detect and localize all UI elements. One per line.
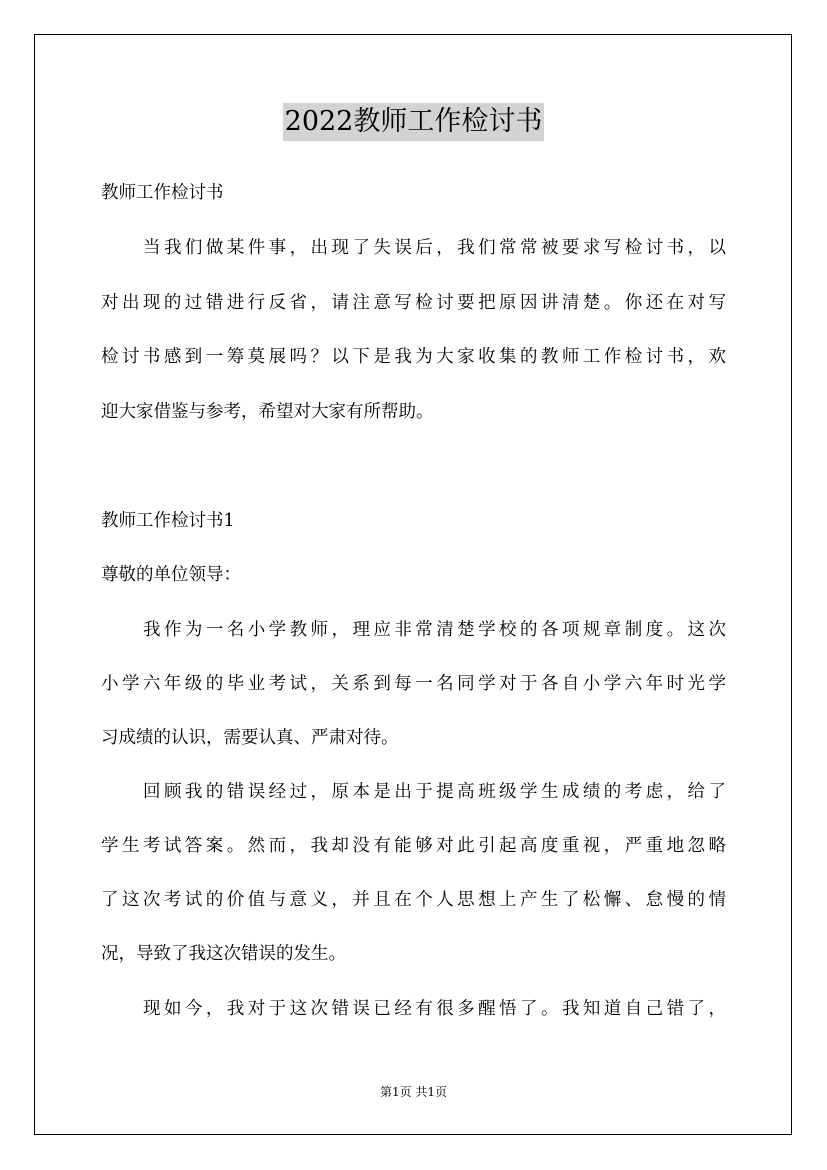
salutation: 尊敬的单位领导： — [101, 565, 241, 585]
intro-line-1: 当我们做某件事，出现了失误后，我们常常被要求写检讨书，以 — [143, 238, 726, 258]
document-subtitle: 教师工作检讨书 — [101, 183, 224, 203]
para2-line-1: 回顾我的错误经过，原本是出于提高班级学生成绩的考虑，给了 — [143, 782, 726, 802]
para3-line-1: 现如今，我对于这次错误已经有很多醒悟了。我知道自己错了， — [143, 999, 726, 1019]
para1-line-3: 习成绩的认识，需要认真、严肃对待。 — [101, 728, 399, 748]
intro-line-3: 检讨书感到一筹莫展吗？以下是我为大家收集的教师工作检讨书，欢 — [101, 347, 726, 367]
section-heading: 教师工作检讨书1 — [101, 511, 235, 531]
document-title: 2022教师工作检讨书 — [283, 103, 545, 141]
title-container — [0, 103, 827, 141]
para1-line-2: 小学六年级的毕业考试，关系到每一名同学对于各自小学六年时光学 — [101, 674, 726, 694]
para2-line-4: 况，导致了我这次错误的发生。 — [101, 944, 346, 964]
page-footer: 第1页 共1页 — [379, 1085, 448, 1099]
intro-line-4: 迎大家借鉴与参考，希望对大家有所帮助。 — [101, 402, 434, 422]
intro-line-2: 对出现的过错进行反省，请注意写检讨要把原因讲清楚。你还在对写 — [101, 293, 726, 313]
para2-line-3: 了这次考试的价值与意义，并且在个人思想上产生了松懈、怠慢的情 — [101, 890, 726, 910]
para2-line-2: 学生考试答案。然而，我却没有能够对此引起高度重视，严重地忽略 — [101, 836, 726, 856]
para1-line-1: 我作为一名小学教师，理应非常清楚学校的各项规章制度。这次 — [143, 620, 726, 640]
